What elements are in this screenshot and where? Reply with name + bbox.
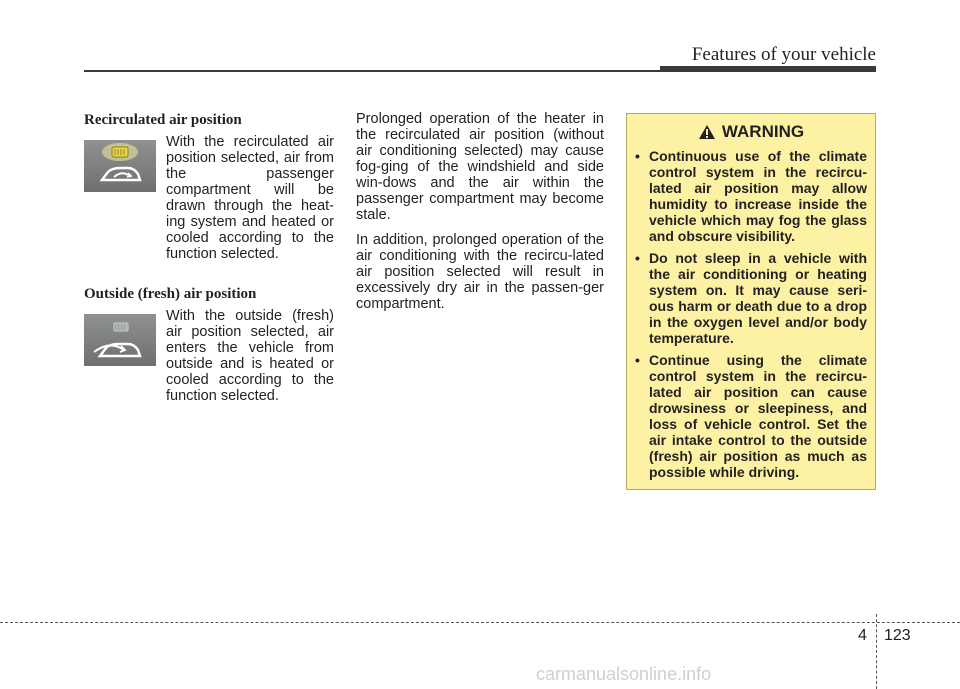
fresh-air-icon (84, 314, 156, 366)
recirculated-air-heading: Recirculated air position (84, 112, 242, 128)
heater-paragraph: Prolonged operation of the heater in the recirculated air position (without air conditioning selected) may cause fog-ging of the windshield and side win-dows and the air within the passenger compartment may become stale. (356, 111, 604, 223)
bullet-icon: • (635, 250, 640, 266)
header-rule-accent (660, 66, 876, 72)
fresh-air-text: With the outside (fresh) air position selected, air enters the vehicle from outside and is heated or cooled according to the function selected. (166, 308, 334, 404)
air-conditioning-paragraph: In addition, prolonged operation of the air conditioning with the recircu-lated air position selected will result in excessively dry air in the passen-ger compartment. (356, 232, 604, 312)
page-header-title: Features of your vehicle (691, 44, 876, 65)
warning-item (635, 148, 867, 244)
watermark: carmanualsonline.info (536, 664, 712, 684)
fresh-air-heading: Outside (fresh) air position (84, 286, 257, 302)
column-2 (356, 111, 604, 321)
warning-box (626, 113, 876, 490)
warning-heading (635, 122, 867, 142)
warning-item (635, 352, 867, 480)
footer-rule (0, 622, 960, 623)
recirculated-air-text: With the recirculated air position selected, air from the passenger compartment will be drawn through the heat-ing system and heated or cooled according to the function selected. (166, 134, 334, 262)
bullet-icon: • (635, 148, 640, 164)
warning-item-text: Continuous use of the climate control system in the recircu-lated air position may allow humidity to increase inside the vehicle which may fog the glass and obscure visibility. (649, 148, 867, 244)
page-number: 123 (884, 627, 911, 644)
warning-list (635, 148, 867, 480)
chapter-number: 4 (858, 627, 867, 644)
warning-item-text: Continue using the climate control system in the recircu-lated air position can cause drowsiness or sleepiness, and loss of vehicle control. Set the air intake control to the outside (fresh) air position as much as possible while driving. (649, 352, 867, 480)
warning-triangle-icon (698, 124, 716, 140)
footer-divider (876, 614, 877, 689)
warning-item (635, 250, 867, 346)
warning-item-text: Do not sleep in a vehicle with the air conditioning or heating system on. It may cause seri-ous harm or death due to a drop in the oxygen level and/or body temperature. (649, 250, 867, 346)
warning-title: WARNING (721, 122, 805, 141)
recirculated-air-icon (84, 140, 156, 192)
bullet-icon: • (635, 352, 640, 368)
